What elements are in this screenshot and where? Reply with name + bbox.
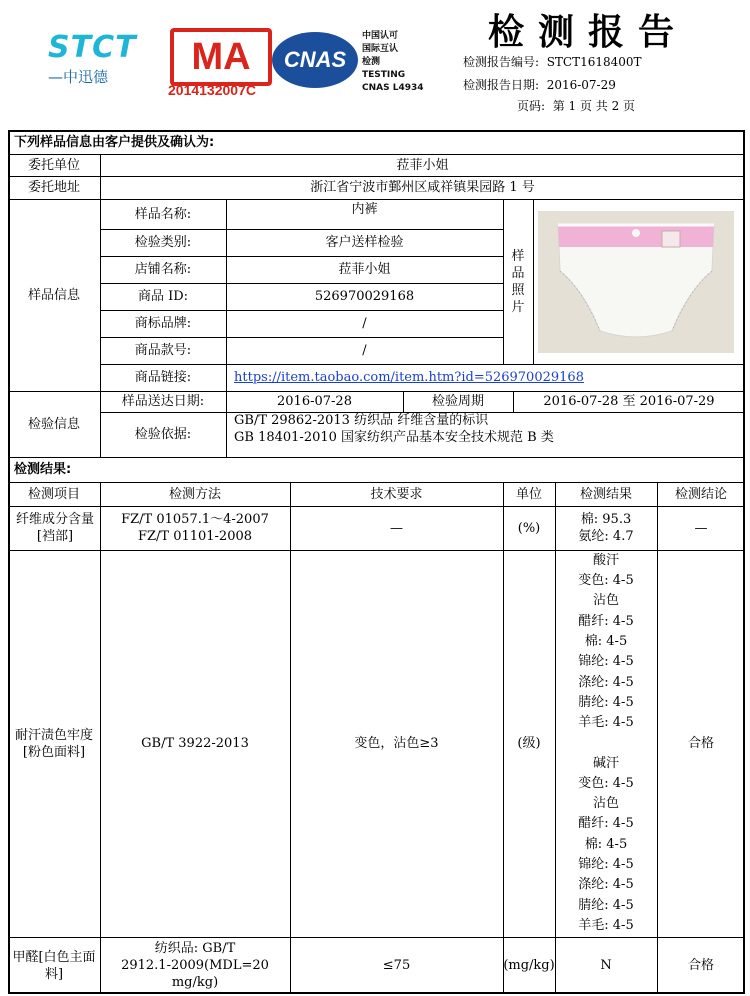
- row2-requirement: 变色，沾色≥3: [354, 736, 439, 751]
- sample-link-label: 商品链接:: [134, 370, 192, 385]
- row2-unit: (级): [517, 736, 541, 751]
- sample-id-label: 商品 ID:: [137, 289, 189, 304]
- header-result: 检测结果: [579, 486, 632, 502]
- cnas-text: 中国认可 国际互认 检测 TESTING CNAS L4934: [362, 31, 424, 93]
- row2-method: GB/T 3922-2013: [141, 736, 249, 751]
- inspection-info-label: 检验信息: [27, 416, 80, 432]
- sample-brand: /: [362, 316, 367, 331]
- inspection-basis-label: 检验依据:: [134, 427, 192, 442]
- sample-brand-label: 商标品牌:: [134, 316, 192, 331]
- sample-shop: 菈菲小姐: [338, 262, 391, 277]
- stct-logo-subtitle: —中迅德: [48, 68, 109, 86]
- sample-photo-label: 样 品 照 片: [511, 248, 525, 315]
- sample-info-label: 样品信息: [27, 287, 80, 303]
- sample-name-label: 样品名称:: [134, 206, 192, 222]
- report-title: 检测报告: [488, 11, 689, 53]
- inspection-period-label: 检验周期: [431, 394, 484, 409]
- client-address-label: 委托地址: [27, 180, 80, 195]
- results-section-title: 检测结果:: [14, 462, 72, 477]
- client-unit: 菈菲小姐: [396, 157, 449, 173]
- row3-conclusion: 合格: [687, 958, 714, 973]
- sample-model-label: 商品款号:: [134, 343, 192, 358]
- row1-conclusion: —: [694, 520, 708, 536]
- header-conclusion: 检测结论: [674, 486, 727, 502]
- ma-logo: MA: [170, 28, 272, 86]
- sample-model: /: [362, 343, 367, 358]
- client-section-title: 下列样品信息由客户提供及确认为:: [14, 134, 215, 150]
- row1-requirement: —: [390, 520, 403, 536]
- ma-number: 2014132007C: [168, 82, 256, 98]
- row2-item: 耐汗渍色牢度[粉色面料]: [14, 727, 93, 760]
- client-unit-label: 委托单位: [27, 157, 80, 173]
- row1-item: 纤维成分含量[裆部]: [15, 512, 94, 544]
- header-method: 检测方法: [168, 486, 221, 502]
- row2-result: 酸汗 变色: 4-5 沾色 醋纤: 4-5 棉: 4-5 锦纶: 4-5 涤纶: 4-5 腈纶: 4-5 羊毛: 4-5 碱汗 变色: 4-5 沾色 醋纤: 4-5 棉: 4-5 锦纶: 4-5 涤纶: 4-5 腈纶: 4-5 羊毛: 4-5: [578, 552, 634, 933]
- row3-item: 甲醛[白色主面料]: [12, 949, 96, 982]
- row3-unit: (mg/kg): [503, 958, 555, 973]
- sample-photo: [538, 211, 734, 353]
- header-requirement: 技术要求: [370, 486, 423, 502]
- page-number: 页码: 第 1 页 共 2 页: [517, 99, 636, 113]
- sample-name: 内裤: [351, 201, 378, 217]
- sample-id: 526970029168: [314, 289, 415, 304]
- row1-unit: (%): [517, 520, 541, 536]
- row1-method: FZ/T 01057.1～4-2007 FZ/T 01101-2008: [121, 512, 269, 544]
- sample-shop-label: 店铺名称:: [134, 262, 192, 277]
- sample-category-label: 检验类别:: [134, 235, 192, 250]
- row1-result: 棉: 95.3 氨纶: 4.7: [578, 512, 634, 544]
- row3-requirement: ≤75: [382, 958, 411, 973]
- header-unit: 单位: [515, 486, 542, 502]
- stct-logo: STCT: [48, 30, 137, 65]
- sample-link[interactable]: https://item.taobao.com/item.htm?id=526970029168: [234, 370, 584, 385]
- header-item: 检测项目: [27, 486, 80, 502]
- arrival-date: 2016-07-28: [277, 394, 352, 409]
- report-header: [0, 0, 750, 122]
- sample-category: 客户送样检验: [325, 235, 404, 250]
- inspection-period: 2016-07-28 至 2016-07-29: [543, 394, 715, 409]
- row3-method: 纺织品: GB/T 2912.1-2009(MDL=20 mg/kg): [121, 941, 269, 990]
- client-address: 浙江省宁波市鄞州区咸祥镇果园路 1 号: [310, 180, 535, 195]
- row2-conclusion: 合格: [687, 736, 714, 751]
- report-date: 检测报告日期: 2016-07-29: [463, 78, 616, 92]
- cnas-logo: CNAS: [272, 32, 358, 88]
- inspection-basis: GB/T 29862-2013 纺织品 纤维含量的标识 GB 18401-2010 国家纺织产品基本安全技术规范 B 类: [234, 413, 554, 445]
- row3-result: N: [600, 958, 612, 973]
- report-number: 检测报告编号: STCT1618400T: [463, 55, 642, 69]
- arrival-date-label: 样品送达日期:: [121, 394, 205, 409]
